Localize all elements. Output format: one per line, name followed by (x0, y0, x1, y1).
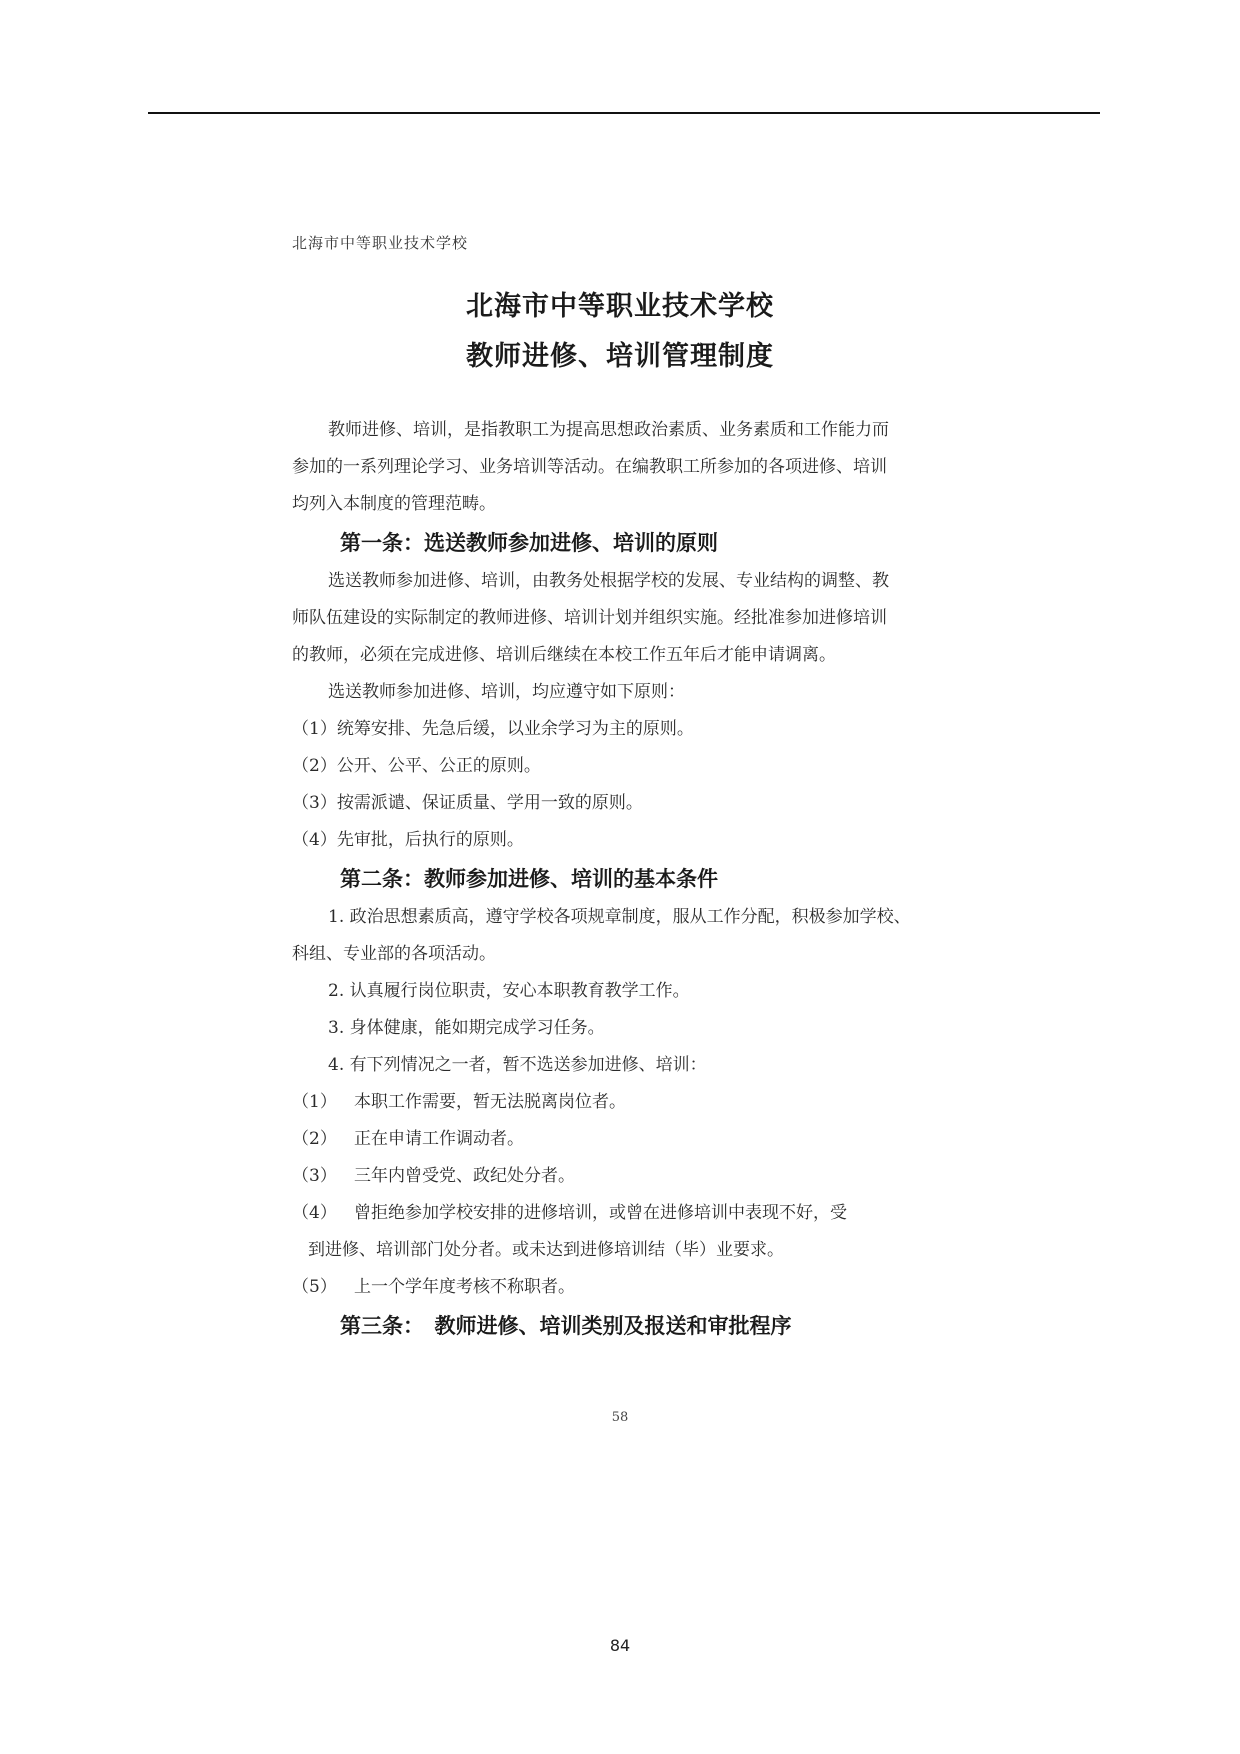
outer-page-number: 84 (609, 1636, 631, 1655)
principle-item: （2）公开、公平、公正的原则。 (292, 756, 541, 776)
article1-principles-intro: 选送教师参加进修、培训，均应遵守如下原则： (328, 682, 685, 702)
header-org-name: 北海市中等职业技术学校 (292, 234, 469, 252)
exclusion-text: 本职工作需要，暂无法脱离岗位者。 (354, 1092, 626, 1112)
exclusion-text: 上一个学年度考核不称职者。 (354, 1277, 575, 1297)
condition-item: 4. 有下列情况之一者，暂不选送参加进修、培训： (328, 1055, 707, 1075)
principle-item: （3）按需派谴、保证质量、学用一致的原则。 (292, 793, 643, 813)
article1-heading: 第一条：选送教师参加进修、培训的原则 (340, 531, 718, 555)
top-rule (148, 112, 1100, 114)
inner-page-number: 58 (611, 1410, 629, 1425)
article1-para-line: 的教师，必须在完成进修、培训后继续在本校工作五年后才能申请调离。 (292, 645, 836, 665)
intro-line: 教师进修、培训，是指教职工为提高思想政治素质、业务素质和工作能力而 (328, 420, 889, 440)
article1-para-line: 师队伍建设的实际制定的教师进修、培训计划并组织实施。经批准参加进修培训 (292, 608, 887, 628)
article3-heading: 第三条： 教师进修、培训类别及报送和审批程序 (340, 1314, 792, 1338)
exclusion-text: 正在申请工作调动者。 (354, 1129, 524, 1149)
intro-line: 参加的一系列理论学习、业务培训等活动。在编教职工所参加的各项进修、培训 (292, 457, 887, 477)
exclusion-number: （1） (292, 1092, 337, 1112)
exclusion-text: 曾拒绝参加学校安排的进修培训，或曾在进修培训中表现不好，受 (354, 1203, 847, 1223)
intro-line: 均列入本制度的管理范畴。 (292, 494, 496, 514)
exclusion-number: （4） (292, 1203, 337, 1223)
exclusion-item (292, 1121, 960, 1158)
condition-item: 3. 身体健康，能如期完成学习任务。 (328, 1018, 605, 1038)
document-body (292, 412, 960, 1346)
exclusion-item (292, 1084, 960, 1121)
exclusion-item (292, 1269, 960, 1306)
exclusion-number: （3） (292, 1166, 337, 1186)
document-title-line1: 北海市中等职业技术学校 (466, 291, 774, 322)
exclusion-number: （5） (292, 1277, 337, 1297)
exclusion-item (292, 1158, 960, 1195)
principle-item: （4）先审批，后执行的原则。 (292, 830, 524, 850)
article2-heading: 第二条：教师参加进修、培训的基本条件 (340, 867, 718, 891)
article1-para-line: 选送教师参加进修、培训，由教务处根据学校的发展、专业结构的调整、教 (328, 571, 889, 591)
exclusion-number: （2） (292, 1129, 337, 1149)
document-title-line2: 教师进修、培训管理制度 (466, 341, 774, 372)
condition-item: 2. 认真履行岗位职责，安心本职教育教学工作。 (328, 981, 690, 1001)
principle-item: （1）统筹安排、先急后缓，以业余学习为主的原则。 (292, 719, 694, 739)
condition-item: 1. 政治思想素质高，遵守学校各项规章制度，服从工作分配，积极参加学校、 (328, 907, 911, 927)
exclusion-text: 三年内曾受党、政纪处分者。 (354, 1166, 575, 1186)
condition-item-cont: 科组、专业部的各项活动。 (292, 944, 496, 964)
exclusion-item (292, 1195, 960, 1232)
exclusion-text-cont: 到进修、培训部门处分者。或未达到进修培训结（毕）业要求。 (308, 1240, 784, 1260)
